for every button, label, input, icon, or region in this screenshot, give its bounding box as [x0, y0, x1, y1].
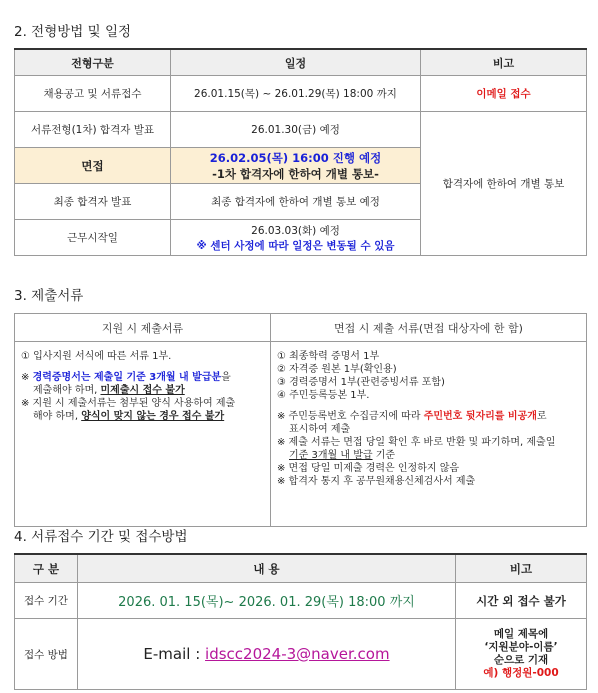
- note-line: 순으로 기재: [493, 654, 549, 666]
- schedule-cell: [171, 148, 421, 184]
- note-line: 메일 제목에: [493, 628, 549, 640]
- header-category: 구 분: [15, 554, 78, 583]
- stage-cell: 면접: [15, 148, 171, 184]
- period-note: 시간 외 접수 불가: [456, 583, 587, 619]
- interview-docs-cell: [271, 342, 587, 527]
- list-item: ※ 제출 서류는 면접 당일 확인 후 바로 반환 및 파기하며, 제출일: [277, 437, 556, 448]
- note-line: ‘지원분야-이름’: [484, 641, 558, 653]
- list-item: ① 입사지원 서식에 따른 서류 1부.: [21, 351, 172, 362]
- header-content: 내 용: [78, 554, 456, 583]
- email-prefix: E-mail :: [143, 645, 206, 663]
- method-label: 접수 방법: [15, 619, 78, 690]
- note-text: 해야 하며,: [33, 411, 82, 422]
- note-text: 을: [221, 372, 231, 383]
- application-docs-cell: [15, 342, 271, 527]
- schedule-cell: 최종 합격자에 한하여 개별 통보 예정: [171, 184, 421, 220]
- list-item: [21, 371, 264, 384]
- header-note: 비고: [421, 49, 587, 76]
- table-row: [15, 76, 587, 112]
- interview-date: 26.02.05(목) 16:00 진행 예정: [209, 150, 382, 165]
- documents-table: [14, 313, 587, 527]
- list-item: ④ 주민등록등본 1부.: [277, 390, 370, 401]
- note-text: ※ 주민등록번호 수집금지에 따라: [277, 411, 424, 422]
- header-application-docs: 지원 시 제출서류: [15, 314, 271, 342]
- list-item: ※ 면접 당일 미제출 경력은 인정하지 않음: [277, 463, 460, 474]
- schedule-cell: 26.01.30(금) 예정: [171, 112, 421, 148]
- note-cell: 이메일 접수: [421, 76, 587, 112]
- stage-cell: 최종 합격자 발표: [15, 184, 171, 220]
- list-item: [21, 384, 264, 397]
- list-item: 표시하여 제출: [289, 424, 351, 435]
- submission-header-row: [15, 554, 587, 583]
- note-text: 로: [536, 411, 547, 422]
- method-value: [78, 619, 456, 690]
- start-date: 26.03.03(화) 예정: [251, 224, 340, 237]
- period-label: 접수 기간: [15, 583, 78, 619]
- list-item: [21, 410, 264, 423]
- list-item: ① 최종학력 증명서 1부: [277, 351, 380, 362]
- table-row: [15, 619, 587, 690]
- section2-title: 2. 전형방법 및 일정: [14, 24, 132, 40]
- note-mark: ※: [21, 372, 33, 383]
- email-link[interactable]: idscc2024-3@naver.com: [205, 645, 390, 663]
- list-item: [277, 410, 580, 423]
- list-item: ③ 경력증명서 1부(관련증빙서류 포함): [277, 377, 445, 388]
- id-number-notice: 주민번호 뒷자리를 비공개: [423, 411, 537, 422]
- no-submit-warning: 미제출시 접수 불가: [100, 385, 185, 396]
- schedule-cell: 26.01.15(목) ~ 26.01.29(목) 18:00 까지: [171, 76, 421, 112]
- schedule-change-notice: ※ 센터 사정에 따라 일정은 변동될 수 있음: [196, 239, 395, 252]
- method-note: [456, 619, 587, 690]
- stage-cell: 근무시작일: [15, 220, 171, 256]
- list-item: ※ 지원 시 제출서류는 첨부된 양식 사용하여 제출: [21, 398, 236, 409]
- schedule-cell: [171, 220, 421, 256]
- schedule-header-row: [15, 49, 587, 76]
- form-mismatch-warning: 양식이 맞지 않는 경우 접수 불가: [81, 411, 225, 422]
- note-example: 예) 행정원-000: [483, 667, 559, 679]
- period-value: 2026. 01. 15(목)~ 2026. 01. 29(목) 18:00 까지: [78, 583, 456, 619]
- stage-cell: 채용공고 및 서류접수: [15, 76, 171, 112]
- list-item: ② 자격증 원본 1부(확인용): [277, 364, 397, 375]
- table-row: [15, 583, 587, 619]
- header-interview-docs: 면접 시 제출 서류(면접 대상자에 한 함): [271, 314, 587, 342]
- header-stage: 전형구분: [15, 49, 171, 76]
- schedule-table: [14, 48, 587, 256]
- list-item: ※ 합격자 통지 후 공무원채용신체검사서 제출: [277, 476, 476, 487]
- documents-header-row: [15, 314, 587, 342]
- list-item: [277, 449, 580, 462]
- submission-table: [14, 553, 587, 690]
- table-row: [15, 342, 587, 527]
- career-cert-notice: 경력증명서는 제출일 기준 3개월 내 발급분: [32, 372, 222, 383]
- header-remarks: 비고: [456, 554, 587, 583]
- note-text: 제출해야 하며,: [33, 385, 101, 396]
- stage-cell: 서류전형(1차) 합격자 발표: [15, 112, 171, 148]
- interview-notice: -1차 합격자에 한하여 개별 통보-: [212, 166, 379, 181]
- issue-period-notice: 기준 3개월 내 발급: [289, 450, 373, 461]
- merged-note-cell: 합격자에 한하여 개별 통보: [421, 112, 587, 256]
- section4-title: 4. 서류접수 기간 및 접수방법: [14, 529, 188, 545]
- note-text: 기준: [372, 450, 396, 461]
- table-row: [15, 112, 587, 148]
- header-schedule: 일정: [171, 49, 421, 76]
- section3-title: 3. 제출서류: [14, 288, 84, 304]
